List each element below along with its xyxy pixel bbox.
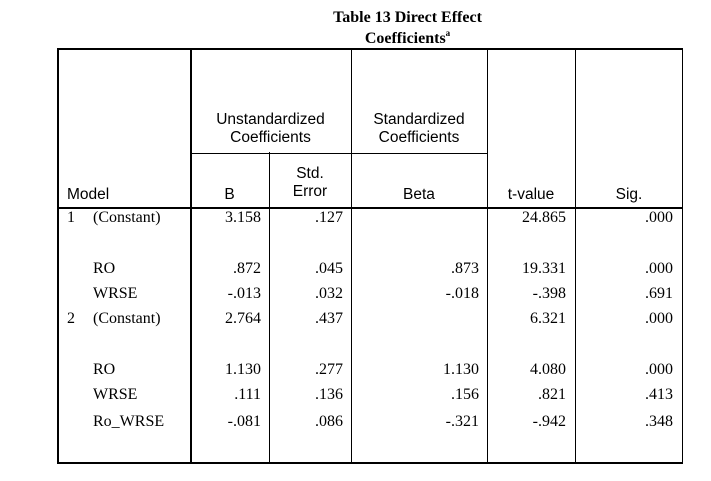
t-value-cell: .821 bbox=[538, 386, 566, 403]
std-error-header: Std. Error bbox=[292, 165, 328, 200]
b-cell: -.081 bbox=[227, 413, 261, 430]
variable-cell: (Constant) bbox=[93, 209, 161, 226]
t-value-cell: 19.331 bbox=[522, 260, 566, 277]
std-error-cell: .437 bbox=[315, 310, 343, 327]
standardized-header: Standardized Coefficients bbox=[373, 111, 465, 146]
model-number-cell: 2 bbox=[67, 310, 75, 327]
b-header: B bbox=[224, 186, 235, 203]
sig-cell: .000 bbox=[645, 260, 673, 277]
std-error-cell: .277 bbox=[315, 361, 343, 378]
variable-cell: Ro_WRSE bbox=[93, 413, 165, 430]
t-value-cell: 4.080 bbox=[530, 361, 566, 378]
sig-cell: .000 bbox=[645, 361, 673, 378]
table-title: Table 13 Direct Effect bbox=[333, 9, 482, 26]
b-cell: 1.130 bbox=[225, 361, 261, 378]
model-number-cell: 1 bbox=[67, 209, 75, 226]
model-header: Model bbox=[67, 186, 110, 203]
sig-cell: .000 bbox=[645, 310, 673, 327]
t-value-cell: -.398 bbox=[532, 285, 566, 302]
t-value-cell: -.942 bbox=[532, 413, 566, 430]
beta-cell: -.018 bbox=[445, 285, 479, 302]
sig-cell: .348 bbox=[645, 413, 673, 430]
b-cell: 3.158 bbox=[225, 209, 261, 226]
group-header-divider bbox=[190, 153, 488, 154]
beta-cell: -.321 bbox=[445, 413, 479, 430]
unstandardized-header: Unstandardized Coefficients bbox=[216, 111, 325, 146]
beta-cell: .873 bbox=[451, 260, 479, 277]
std-error-cell: .032 bbox=[315, 285, 343, 302]
beta-header: Beta bbox=[403, 186, 435, 203]
beta-cell: .156 bbox=[451, 386, 479, 403]
std-error-cell: .086 bbox=[315, 413, 343, 430]
variable-cell: WRSE bbox=[93, 386, 138, 403]
table-subtitle: Coefficients$^a$ bbox=[364, 28, 451, 47]
t-value-cell: 24.865 bbox=[522, 209, 566, 226]
sig-cell: .000 bbox=[645, 209, 673, 226]
variable-cell: (Constant) bbox=[93, 310, 161, 327]
std-error-cell: .127 bbox=[315, 209, 343, 226]
sig-cell: .691 bbox=[645, 285, 673, 302]
t-value-header: t-value bbox=[507, 186, 555, 203]
footnote-marker: a bbox=[445, 28, 451, 38]
b-cell: -.013 bbox=[227, 285, 261, 302]
sig-header: Sig. bbox=[615, 186, 643, 203]
beta-cell: 1.130 bbox=[443, 361, 479, 378]
b-cell: .111 bbox=[234, 386, 261, 403]
sig-cell: .413 bbox=[645, 386, 673, 403]
b-cell: .872 bbox=[233, 260, 261, 277]
b-cell: 2.764 bbox=[225, 310, 261, 327]
t-value-cell: 6.321 bbox=[530, 310, 566, 327]
variable-cell: RO bbox=[93, 361, 116, 378]
coefficients-table bbox=[57, 48, 683, 464]
std-error-cell: .136 bbox=[315, 386, 343, 403]
variable-cell: WRSE bbox=[93, 285, 138, 302]
variable-cell: RO bbox=[93, 260, 116, 277]
std-error-cell: .045 bbox=[315, 260, 343, 277]
